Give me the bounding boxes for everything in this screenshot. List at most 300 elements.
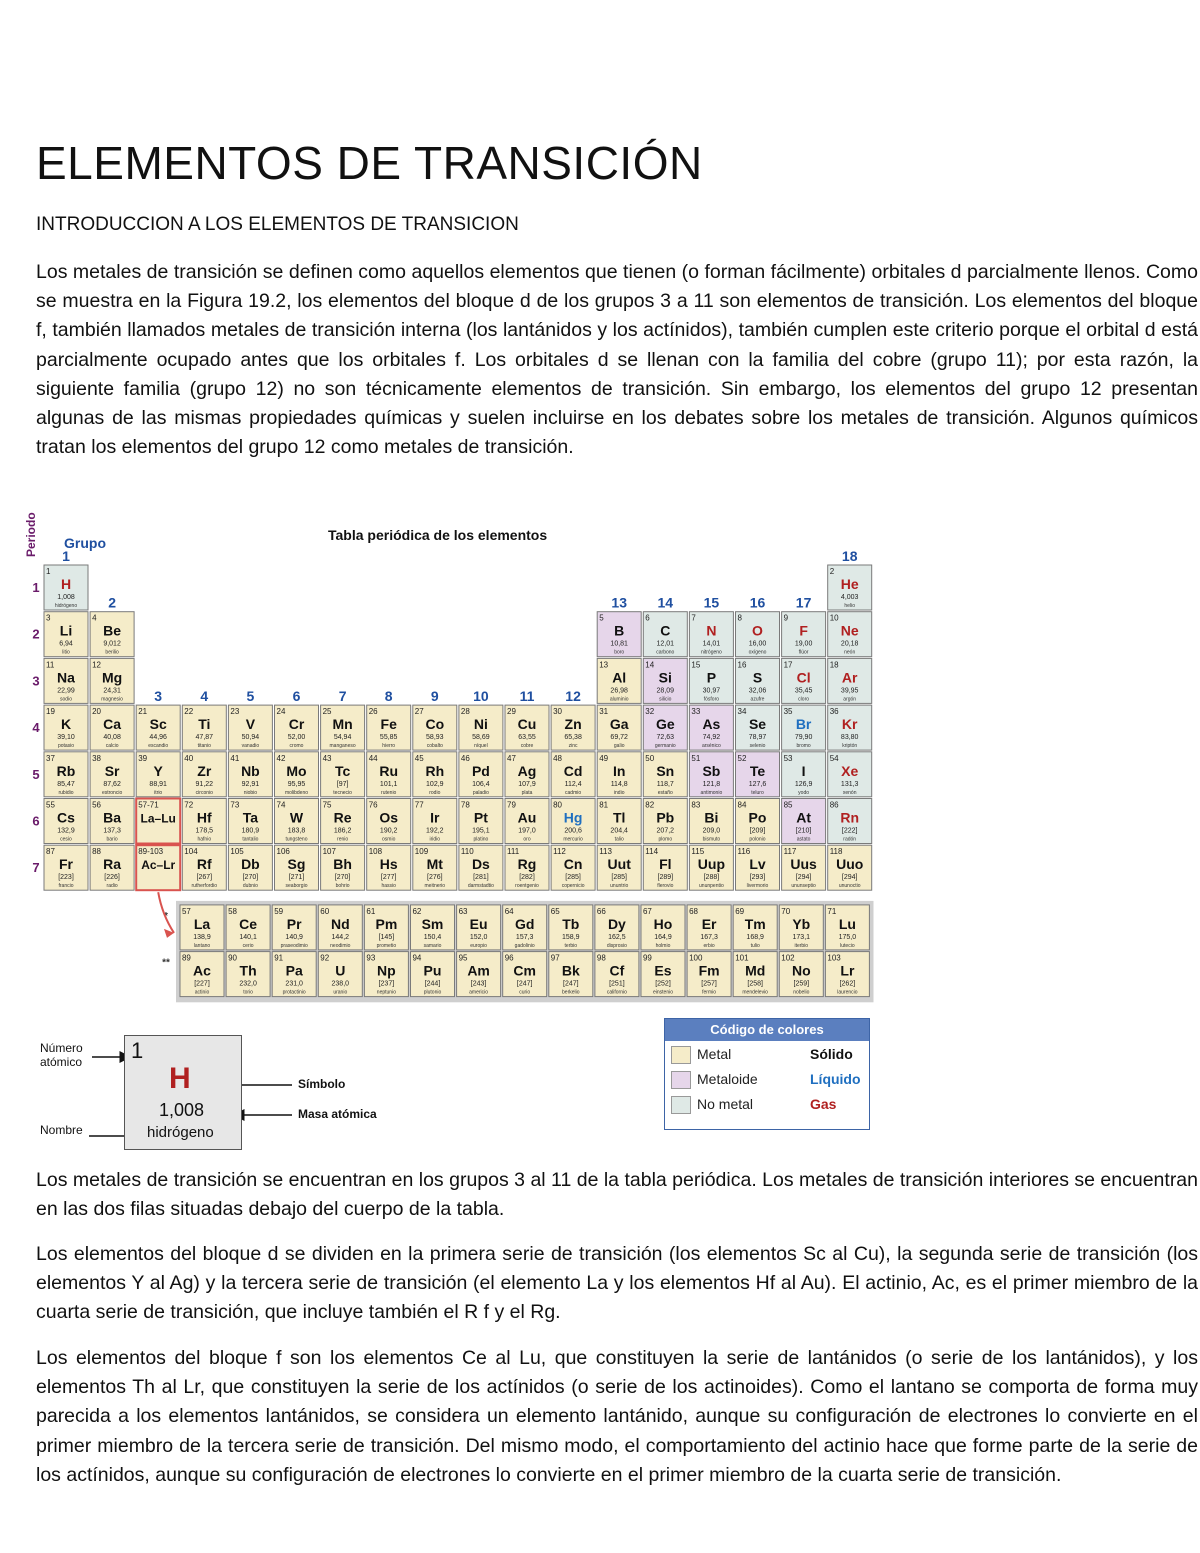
element-name: californio <box>606 989 627 996</box>
element-name: oro <box>523 836 531 843</box>
atomic-mass: 175,0 <box>838 933 857 941</box>
element-name: cobre <box>520 743 534 750</box>
atomic-mass: 138,9 <box>193 933 211 941</box>
element-symbol: Ac <box>193 962 211 979</box>
group-number: 13 <box>611 594 627 611</box>
atomic-mass: [244] <box>424 980 441 988</box>
atomic-mass: 209,0 <box>702 827 721 835</box>
atomic-mass: [285] <box>565 874 581 882</box>
element-symbol: Yb <box>792 915 811 932</box>
element-name: bromo <box>796 743 811 750</box>
element-name: antimonio <box>700 789 723 796</box>
key-label-mass: Masa atómica <box>298 1107 377 1121</box>
element-symbol: Db <box>241 856 260 873</box>
atomic-number: 104 <box>184 847 198 857</box>
atomic-number: 101 <box>735 953 749 963</box>
atomic-number: 91 <box>274 953 284 963</box>
atomic-mass: 126,9 <box>794 780 813 788</box>
element-name: nobelio <box>793 989 810 996</box>
element-symbol: N <box>706 622 717 639</box>
element-name: flerovio <box>657 883 674 890</box>
element-name: actinio <box>194 989 210 996</box>
atomic-mass: 107,9 <box>518 780 536 788</box>
lanthanide-marker: * <box>164 910 168 922</box>
element-name: ununtrio <box>610 883 629 890</box>
atomic-number: 89-103 <box>138 847 164 857</box>
atomic-mass: [277] <box>380 874 397 882</box>
element-symbol: Fl <box>659 856 672 873</box>
element-symbol: Rf <box>196 856 212 873</box>
element-name: galio <box>613 743 625 750</box>
atomic-number: 81 <box>599 800 609 810</box>
atomic-mass: [271] <box>288 874 305 882</box>
atomic-mass: 69,72 <box>610 734 628 742</box>
element-symbol: Rn <box>840 809 860 826</box>
element-name: astato <box>796 836 811 843</box>
element-symbol: W <box>289 809 304 826</box>
element-name: nitrógeno <box>700 649 722 656</box>
group-number: 10 <box>473 688 489 705</box>
element-symbol: Se <box>748 716 767 733</box>
atomic-number: 14 <box>645 660 655 670</box>
element-symbol: Es <box>654 962 672 979</box>
element-symbol: Th <box>239 962 257 979</box>
atomic-number: 83 <box>691 800 701 810</box>
atomic-mass: [251] <box>609 980 625 988</box>
atomic-number: 106 <box>276 847 290 857</box>
atomic-number: 110 <box>460 847 474 857</box>
atomic-mass: [259] <box>793 980 810 988</box>
element-symbol: Li <box>59 622 73 639</box>
group-number: 3 <box>154 688 163 705</box>
atomic-number: 23 <box>230 707 240 717</box>
atomic-number: 73 <box>230 800 240 810</box>
atomic-mass: 195,1 <box>472 827 490 835</box>
element-name: teluro <box>751 789 764 796</box>
atomic-number: 42 <box>276 753 286 763</box>
atomic-mass: 9,012 <box>103 640 121 648</box>
atomic-number: 66 <box>596 906 606 916</box>
element-name: cesio <box>60 836 72 843</box>
element-symbol: Eu <box>469 915 488 932</box>
atomic-mass: 197,0 <box>518 827 536 835</box>
element-name: praseodimio <box>280 942 308 949</box>
period-number: 4 <box>32 720 40 736</box>
element-symbol: Na <box>57 669 75 686</box>
key-mass: 1,008 <box>159 1100 205 1120</box>
atomic-mass: 204,4 <box>610 827 628 835</box>
atomic-mass: [227] <box>194 980 210 988</box>
atomic-number: 22 <box>184 707 194 717</box>
atomic-mass: [210] <box>795 827 812 835</box>
group-number: 2 <box>108 594 116 611</box>
element-name: selenio <box>749 743 766 750</box>
group-number: 6 <box>292 688 301 705</box>
element-name: paladio <box>472 789 489 796</box>
atomic-mass: 14,01 <box>702 640 721 648</box>
element-name: zinc <box>568 743 578 750</box>
atomic-number: 111 <box>507 847 520 857</box>
atomic-number: 35 <box>783 707 793 717</box>
atomic-number: 99 <box>642 953 652 963</box>
atomic-number: 72 <box>184 800 194 810</box>
element-name: prometio <box>376 942 397 949</box>
atomic-mass: 137,3 <box>103 827 121 835</box>
atomic-mass: 55,85 <box>379 734 398 742</box>
element-name: curio <box>519 989 531 996</box>
atomic-number: 11 <box>46 660 55 670</box>
element-symbol: Am <box>467 962 490 979</box>
atomic-mass: 207,2 <box>656 827 675 835</box>
element-symbol: No <box>791 962 811 979</box>
atomic-number: 100 <box>689 953 703 963</box>
metal-swatch <box>671 1046 691 1064</box>
element-name: hierro <box>382 743 396 750</box>
legend-row-nometal <box>665 1091 869 1116</box>
element-symbol: Bi <box>704 809 719 826</box>
atomic-number: 67 <box>642 906 652 916</box>
atomic-mass: 50,94 <box>241 734 260 742</box>
element-name: meitnerio <box>424 883 446 890</box>
atomic-number: 45 <box>414 753 424 763</box>
atomic-number: 57 <box>181 906 191 916</box>
element-symbol: Ac–Lr <box>141 858 176 873</box>
element-symbol: Cl <box>796 669 811 686</box>
element-name: hidrógeno <box>54 603 78 609</box>
atomic-number: 78 <box>460 800 470 810</box>
atomic-number: 87 <box>46 847 55 857</box>
atomic-mass: 79,90 <box>794 734 813 742</box>
element-symbol: Cd <box>563 762 583 779</box>
atomic-mass: [252] <box>655 980 671 988</box>
element-name: silicio <box>659 696 672 703</box>
atomic-number: 64 <box>504 906 514 916</box>
atomic-mass: [262] <box>839 980 856 988</box>
element-name: vanadio <box>241 743 260 750</box>
atomic-number: 18 <box>829 660 839 670</box>
element-symbol: Cm <box>513 962 536 979</box>
atomic-number: 4 <box>92 613 97 623</box>
atomic-mass: 54,94 <box>333 734 352 742</box>
element-symbol: Ba <box>103 809 122 826</box>
element-name: seaborgio <box>285 883 308 890</box>
element-symbol: Cf <box>609 962 625 979</box>
group-number: 7 <box>338 688 347 705</box>
key-number: 1 <box>131 1038 144 1063</box>
atomic-mass: [223] <box>58 874 74 882</box>
element-name: erbio <box>703 942 715 949</box>
element-symbol: Ag <box>517 762 537 779</box>
element-symbol: Hs <box>379 856 398 873</box>
element-symbol: Zn <box>564 716 582 733</box>
atomic-mass: 12,01 <box>656 640 675 648</box>
element-symbol: Ra <box>103 856 122 873</box>
metaloide-swatch <box>671 1071 691 1089</box>
atomic-mass: 1,008 <box>57 594 75 601</box>
element-symbol: Br <box>795 716 812 733</box>
atomic-mass: 131,3 <box>840 780 859 788</box>
element-symbol: S <box>752 669 763 686</box>
element-name: iterbio <box>794 942 809 949</box>
atomic-number: 112 <box>553 847 566 857</box>
group-number: 12 <box>565 688 581 705</box>
atomic-mass: 88,91 <box>149 780 167 788</box>
atomic-mass: 238,0 <box>331 980 350 988</box>
group-number: 15 <box>703 594 720 611</box>
atomic-number: 107 <box>322 847 336 857</box>
element-symbol: Si <box>658 669 672 686</box>
element-name: neodimio <box>330 942 351 949</box>
element-symbol: Tb <box>562 915 580 932</box>
atomic-number: 34 <box>737 707 747 717</box>
element-name: molibdeno <box>284 789 309 796</box>
atomic-mass: 114,8 <box>610 780 628 788</box>
atomic-number: 24 <box>276 707 286 717</box>
legend-state-liquid: Líquido <box>810 1071 861 1087</box>
atomic-mass: 118,7 <box>656 780 674 788</box>
element-name: argón <box>843 696 857 703</box>
element-symbol: Mt <box>426 856 443 873</box>
element-name: protactinio <box>282 989 306 996</box>
element-name: torio <box>243 989 253 996</box>
element-symbol: Ni <box>473 716 488 733</box>
element-name: laurencio <box>837 989 858 996</box>
element-symbol: Nb <box>241 762 260 779</box>
element-symbol: K <box>60 716 72 733</box>
legend-row-metal <box>665 1041 869 1066</box>
group-number: 11 <box>519 688 535 705</box>
element-name: radón <box>843 836 857 843</box>
periodic-table-title: Tabla periódica de los elementos <box>328 527 548 543</box>
element-symbol: Te <box>749 762 766 779</box>
atomic-number: 98 <box>596 953 606 963</box>
atomic-mass: [237] <box>378 980 395 988</box>
atomic-number: 57-71 <box>138 800 159 810</box>
atomic-mass: [258] <box>747 980 763 988</box>
atomic-number: 7 <box>691 613 696 623</box>
element-name: tulio <box>750 942 760 949</box>
atomic-number: 30 <box>553 707 563 717</box>
element-name: cobalto <box>426 743 443 750</box>
element-name: yodo <box>798 789 810 796</box>
atomic-number: 8 <box>737 613 742 623</box>
element-symbol: Mn <box>332 716 353 733</box>
actinide-marker: ** <box>162 957 170 969</box>
atomic-number: 93 <box>366 953 376 963</box>
atomic-mass: 152,0 <box>469 933 488 941</box>
element-symbol: Mo <box>286 762 307 779</box>
atomic-mass: [289] <box>657 874 674 882</box>
element-symbol: Pd <box>471 762 490 779</box>
element-name: americio <box>469 989 489 996</box>
atomic-number: 65 <box>550 906 560 916</box>
element-name: plutonio <box>423 989 442 996</box>
atomic-number: 44 <box>368 753 378 763</box>
element-name: lantano <box>193 942 211 949</box>
element-name: sodio <box>60 696 72 703</box>
element-name: bismuto <box>702 836 721 843</box>
element-symbol: Sb <box>702 762 721 779</box>
atomic-number: 46 <box>460 753 470 763</box>
element-symbol: C <box>660 622 671 639</box>
atomic-mass: 232,0 <box>239 980 257 988</box>
element-symbol: Ca <box>103 716 122 733</box>
element-name: bohrio <box>335 883 350 890</box>
atomic-number: 108 <box>368 847 383 857</box>
atomic-mass: [285] <box>611 874 627 882</box>
atomic-number: 71 <box>827 906 837 916</box>
atomic-mass: 24,31 <box>103 687 121 695</box>
element-name: calcio <box>105 743 119 750</box>
atomic-mass: 157,3 <box>515 933 534 941</box>
legend-label: No metal <box>697 1096 754 1112</box>
atomic-number: 38 <box>92 753 102 763</box>
atomic-mass: [293] <box>749 874 766 882</box>
key-element-box <box>124 1035 242 1150</box>
atomic-mass: 167,3 <box>700 933 718 941</box>
atomic-number: 80 <box>553 800 563 810</box>
atomic-number: 25 <box>322 707 332 717</box>
atomic-mass: 168,9 <box>746 933 764 941</box>
atomic-mass: 132,9 <box>57 827 75 835</box>
element-symbol: Y <box>153 762 163 779</box>
element-symbol: Al <box>612 669 627 686</box>
atomic-mass: [247] <box>516 980 533 988</box>
atomic-number: 116 <box>737 847 751 857</box>
element-name: roentgenio <box>515 883 539 890</box>
atomic-number: 28 <box>460 707 470 717</box>
atomic-number: 115 <box>691 847 705 857</box>
element-name: arsénico <box>701 743 721 750</box>
atomic-number: 6 <box>645 613 650 623</box>
element-symbol: Mg <box>101 669 123 686</box>
atomic-mass: 28,09 <box>656 687 675 695</box>
atomic-number: 52 <box>737 753 747 763</box>
element-symbol: La <box>193 915 211 932</box>
key-label-symbol: Símbolo <box>298 1077 346 1091</box>
element-symbol: Po <box>748 809 767 826</box>
element-key <box>34 1035 434 1155</box>
element-name: cloro <box>798 696 810 703</box>
element-symbol: U <box>335 962 346 979</box>
atomic-number: 54 <box>829 753 839 763</box>
atomic-number: 13 <box>599 660 609 670</box>
atomic-mass: 26,98 <box>610 687 628 695</box>
element-symbol: Pm <box>375 915 398 932</box>
paragraph-intro: Los metales de transición se definen como aquellos elementos que tienen (o forman fácilmente) orbitales d parcialmente llenos. Como se muestra en la Figura 19.2, los elementos del bloque d de los grupos 3 a 11 son elementos de transición. Los elementos del bloque f, también llamados metales de transición interna (los lantánidos y los actínidos), también cumplen este criterio porque el orbital d está parcialmente ocupado antes que los orbitales f. Los orbitales d se llenan con la familia del cobre (grupo 11); por esta razón, la siguiente familia (grupo 12) no son técnicamente elementos de transición. Sin embargo, los elementos del grupo 12 presentan algunas de las mismas propiedades químicas y suelen incluirse en los debates sobre los metales de transición. Algunos químicos tratan los elementos del grupo 12 como metales de transición. <box>36 261 1198 459</box>
element-symbol: P <box>706 669 717 686</box>
legend-state-solid: Sólido <box>810 1046 853 1062</box>
element-name: hafnio <box>197 836 212 843</box>
atomic-number: 10 <box>829 613 839 623</box>
atomic-mass: 186,2 <box>333 827 352 835</box>
atomic-mass: 231,0 <box>285 980 303 988</box>
element-name: flúor <box>798 649 809 656</box>
element-name: rubidio <box>58 789 74 796</box>
element-name: manganeso <box>329 743 356 750</box>
atomic-number: 94 <box>412 953 422 963</box>
element-name: terbio <box>564 942 578 949</box>
element-symbol: Ga <box>609 716 629 733</box>
element-symbol: Sg <box>287 856 306 873</box>
element-name: azufre <box>750 696 765 703</box>
atomic-number: 114 <box>645 847 659 857</box>
atomic-number: 77 <box>414 800 424 810</box>
element-symbol: Ce <box>239 915 258 932</box>
group-number: 17 <box>795 594 812 611</box>
atomic-mass: 10,81 <box>610 640 628 648</box>
key-name: hidrógeno <box>147 1124 214 1141</box>
element-name: carbono <box>656 649 675 656</box>
atomic-mass: 19,00 <box>794 640 813 648</box>
element-symbol: Lu <box>838 915 856 932</box>
period-number: 3 <box>32 673 40 689</box>
element-name: boro <box>614 649 625 656</box>
element-symbol: Rb <box>56 762 76 779</box>
element-symbol: Au <box>517 809 537 826</box>
atomic-number: 53 <box>783 753 793 763</box>
atomic-number: 51 <box>691 753 701 763</box>
element-symbol: Ds <box>471 856 490 873</box>
key-label-number: Número atómico <box>40 1041 83 1069</box>
element-symbol: Fm <box>698 962 720 979</box>
atomic-number: 76 <box>368 800 378 810</box>
atomic-mass: 32,06 <box>748 687 767 695</box>
atomic-mass: 121,8 <box>702 780 721 788</box>
atomic-number: 59 <box>274 906 284 916</box>
element-name: itrio <box>154 789 163 796</box>
atomic-number: 43 <box>322 753 332 763</box>
atomic-number: 86 <box>829 800 839 810</box>
element-symbol: Rh <box>425 762 445 779</box>
atomic-mass: 140,9 <box>285 933 303 941</box>
atomic-number: 27 <box>414 707 424 717</box>
element-name: darmstadtio <box>467 883 494 890</box>
atomic-number: 26 <box>368 707 378 717</box>
element-symbol: Bk <box>561 962 580 979</box>
atomic-number: 60 <box>320 906 330 916</box>
key-label-name: Nombre <box>40 1123 83 1137</box>
element-symbol: Pr <box>286 915 302 932</box>
element-name: helio <box>844 603 855 609</box>
element-symbol: Co <box>425 716 445 733</box>
element-name: hassio <box>381 883 396 890</box>
atomic-mass: 44,96 <box>149 734 167 742</box>
element-symbol: Tm <box>744 915 766 932</box>
atomic-mass: 180,9 <box>241 827 260 835</box>
element-symbol: Be <box>103 622 122 639</box>
element-symbol: Cr <box>288 716 305 733</box>
atomic-mass: 162,5 <box>608 933 626 941</box>
element-name: gadolinio <box>514 942 535 949</box>
element-name: neón <box>844 649 856 656</box>
element-symbol: Uup <box>697 856 726 873</box>
element-name: bario <box>106 836 118 843</box>
atomic-mass: 164,9 <box>654 933 672 941</box>
atomic-number: 117 <box>783 847 797 857</box>
element-name: estroncio <box>101 789 123 796</box>
element-name: livermorio <box>746 883 769 890</box>
element-name: magnesio <box>101 696 123 703</box>
atomic-mass: [247] <box>563 980 579 988</box>
atomic-mass: [257] <box>701 980 717 988</box>
atomic-number: 9 <box>783 613 789 623</box>
element-symbol: Os <box>379 809 399 826</box>
atomic-number: 84 <box>737 800 747 810</box>
atomic-mass: 39,10 <box>57 734 75 742</box>
element-symbol: Pt <box>473 809 488 826</box>
periodic-table-grid <box>34 505 874 1005</box>
